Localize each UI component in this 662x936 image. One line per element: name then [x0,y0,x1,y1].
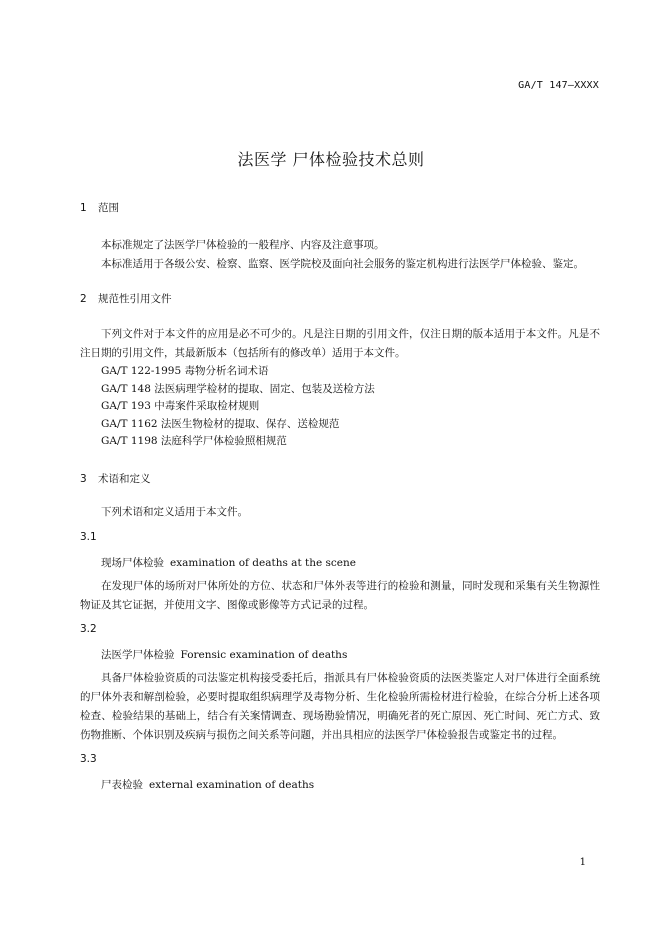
paragraph: 下列文件对于本文件的应用是必不可少的。凡是注日期的引用文件，仅注日期的版本适用于本文件。凡是不注日期的引用文件，其最新版本（包括所有的修改单）适用于本文件。 [80,328,600,359]
term-entry [80,753,600,792]
reference-item: GA/T 1162 法医生物检材的提取、保存、送检规范 [101,417,340,430]
section-number: 3 [80,472,87,485]
term-zh: 尸表检验 [101,778,143,791]
section-scope [80,200,600,274]
section-heading [80,291,600,306]
term-entry [80,531,600,615]
term-definition: 在发现尸体的场所对尸体所处的方位、状态和尸体外表等进行的检验和测量，同时发现和采集有关生物源性物证及其它证据，并使用文字、图像或影像等方式记录的过程。 [80,579,600,611]
section-heading [80,471,600,486]
term-zh: 法医学尸体检验 [101,648,175,661]
section-number: 2 [80,293,87,305]
section-heading [80,200,600,215]
section-terms-definitions [80,471,600,522]
term-en: external examination of deaths [149,778,315,791]
term-heading [80,777,600,792]
term-heading [80,647,600,662]
reference-item: GA/T 193 中毒案件采取检材规则 [101,400,260,412]
paragraph: 本标准规定了法医学尸体检验的一般程序、内容及注意事项。 [101,239,385,251]
term-number: 3.3 [80,752,97,765]
term-en: Forensic examination of deaths [180,648,348,661]
reference-item: GA/T 1198 法庭科学尸体检验照相规范 [101,435,287,447]
term-zh: 现场尸体检验 [101,556,164,569]
section-title: 规范性引用文件 [98,293,172,305]
term-en: examination of deaths at the scene [170,556,356,569]
term-entry [80,623,600,745]
standard-code: GA/T 147—XXXX [518,80,599,91]
reference-item: GA/T 122-1995 毒物分析名词术语 [101,365,269,377]
page-number: 1 [579,857,586,868]
document-body [80,198,600,792]
document-title: 法医学 尸体检验技术总则 [237,150,425,169]
term-definition: 具备尸体检验资质的司法鉴定机构接受委托后，指派具有尸体检验资质的法医类鉴定人对尸体进行全面系统的尸体外表和解剖检验，必要时提取组织病理学及毒物分析、生化检验所需检材进行检验，在综合分析上述各项检查、检验结果的基础上，结合有关案情调查、现场勘验情况，明确死者的死亡原因、死亡时间、死亡方式、致伤物推断、个体识别及疾病与损伤之间关系等问题，并出具相应的法医学尸体检验报告或鉴定书的过程。 [80,671,600,741]
paragraph: 下列术语和定义适用于本文件。 [101,505,248,518]
term-number: 3.2 [80,622,97,635]
section-normative-references [80,291,600,451]
section-number: 1 [80,202,87,214]
section-title: 范围 [98,202,119,214]
term-heading [80,555,600,570]
paragraph: 本标准适用于各级公安、检察、监察、医学院校及面向社会服务的鉴定机构进行法医学尸体检验、鉴定。 [101,258,584,270]
reference-item: GA/T 148 法医病理学检材的提取、固定、包装及送检方法 [101,382,375,395]
section-title: 术语和定义 [98,472,151,485]
term-number: 3.1 [80,530,97,543]
